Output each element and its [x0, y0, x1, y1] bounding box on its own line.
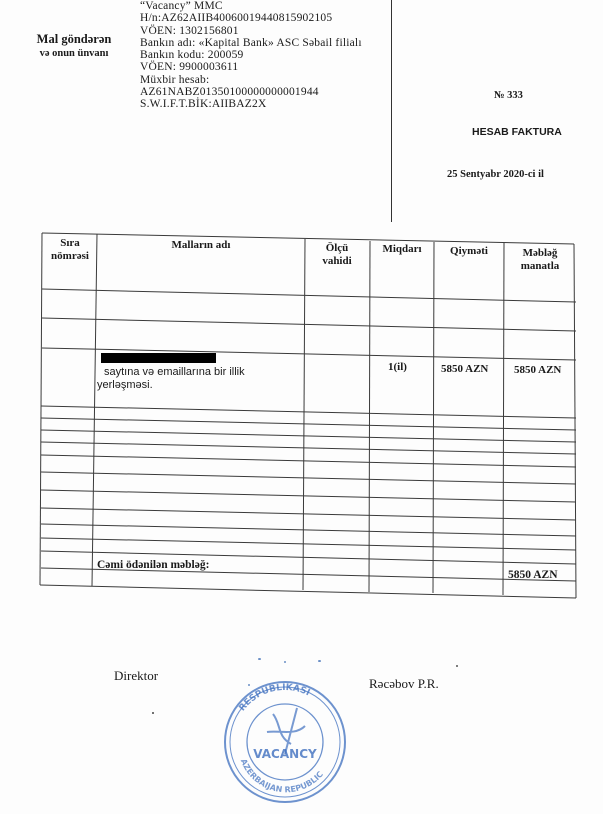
item-price: 5850 AZN [441, 363, 489, 375]
header-amount-line2: manatla [520, 260, 560, 272]
svg-text:RESPUBLIKASI: RESPUBLIKASI [237, 682, 312, 714]
bank-voen: VÖEN: 9900003611 [140, 61, 239, 74]
company-account: H/n:AZ62AIIB40060019440815902105 [140, 12, 333, 25]
director-label: Direktor [114, 668, 159, 683]
total-value: 5850 AZN [508, 569, 558, 581]
bank-name: Bankın adı: «Kapital Bank» ASC Səbail filialı [140, 36, 362, 49]
signer-name: Rəcəbov P.R. [369, 676, 439, 691]
company-voen: VÖEN: 1302156801 [140, 24, 239, 37]
invoice-number: № 333 [494, 90, 523, 101]
svg-text:AZERBAIJAN REPUBLIC: AZERBAIJAN REPUBLIC [238, 757, 325, 795]
header-price: Qiymәti [450, 245, 488, 257]
scan-speck [318, 660, 321, 662]
header-quantity: Miqdarı [382, 243, 422, 255]
item-description-line2: yerləşməsi. [97, 379, 153, 391]
bank-code: Bankın kodu: 200059 [140, 49, 244, 62]
corr-account-label: Müxbir hesab: [140, 73, 210, 86]
header-row-number [44, 237, 96, 263]
invoice-date: 25 Sentyabr 2020-ci il [447, 169, 544, 180]
scan-speck [248, 684, 250, 686]
item-description [97, 366, 245, 392]
scan-speck [456, 665, 458, 667]
scan-speck [284, 661, 286, 663]
swift-code: S.W.I.F.T.BİK:AIIBAZ2X [140, 98, 267, 111]
header-row-number-line2: nömrəsi [51, 250, 89, 262]
item-quantity: 1(il) [388, 361, 407, 373]
header-amount-line1: Məbləğ [522, 247, 558, 259]
header-goods-name: Malların adı [171, 239, 231, 251]
sender-label-line2: və onun ünvanı [39, 48, 109, 59]
item-amount: 5850 AZN [514, 364, 562, 376]
header-row-number-line1: Sıra [60, 237, 80, 249]
redacted-text [101, 353, 216, 363]
invoice-title: HESAB FAKTURA [472, 126, 562, 138]
svg-text:VACANCY: VACANCY [253, 747, 317, 761]
header-unit-line2: vahidi [322, 255, 352, 267]
total-label: Cəmi ödənilən məbləğ: [97, 559, 210, 571]
scan-speck [258, 658, 261, 660]
header-unit-line1: Ölçü [325, 242, 349, 254]
header-unit [305, 242, 369, 268]
company-name: “Vacancy” MMC [140, 0, 223, 12]
corr-account: AZ61NABZ01350100000000001944 [140, 86, 319, 99]
scan-speck [152, 712, 154, 714]
company-stamp [215, 674, 355, 804]
item-description-line1: saytına və emaillarına bir illik [104, 366, 245, 378]
header-amount [505, 247, 575, 273]
sender-label-line1: Mal göndərən [36, 32, 112, 46]
